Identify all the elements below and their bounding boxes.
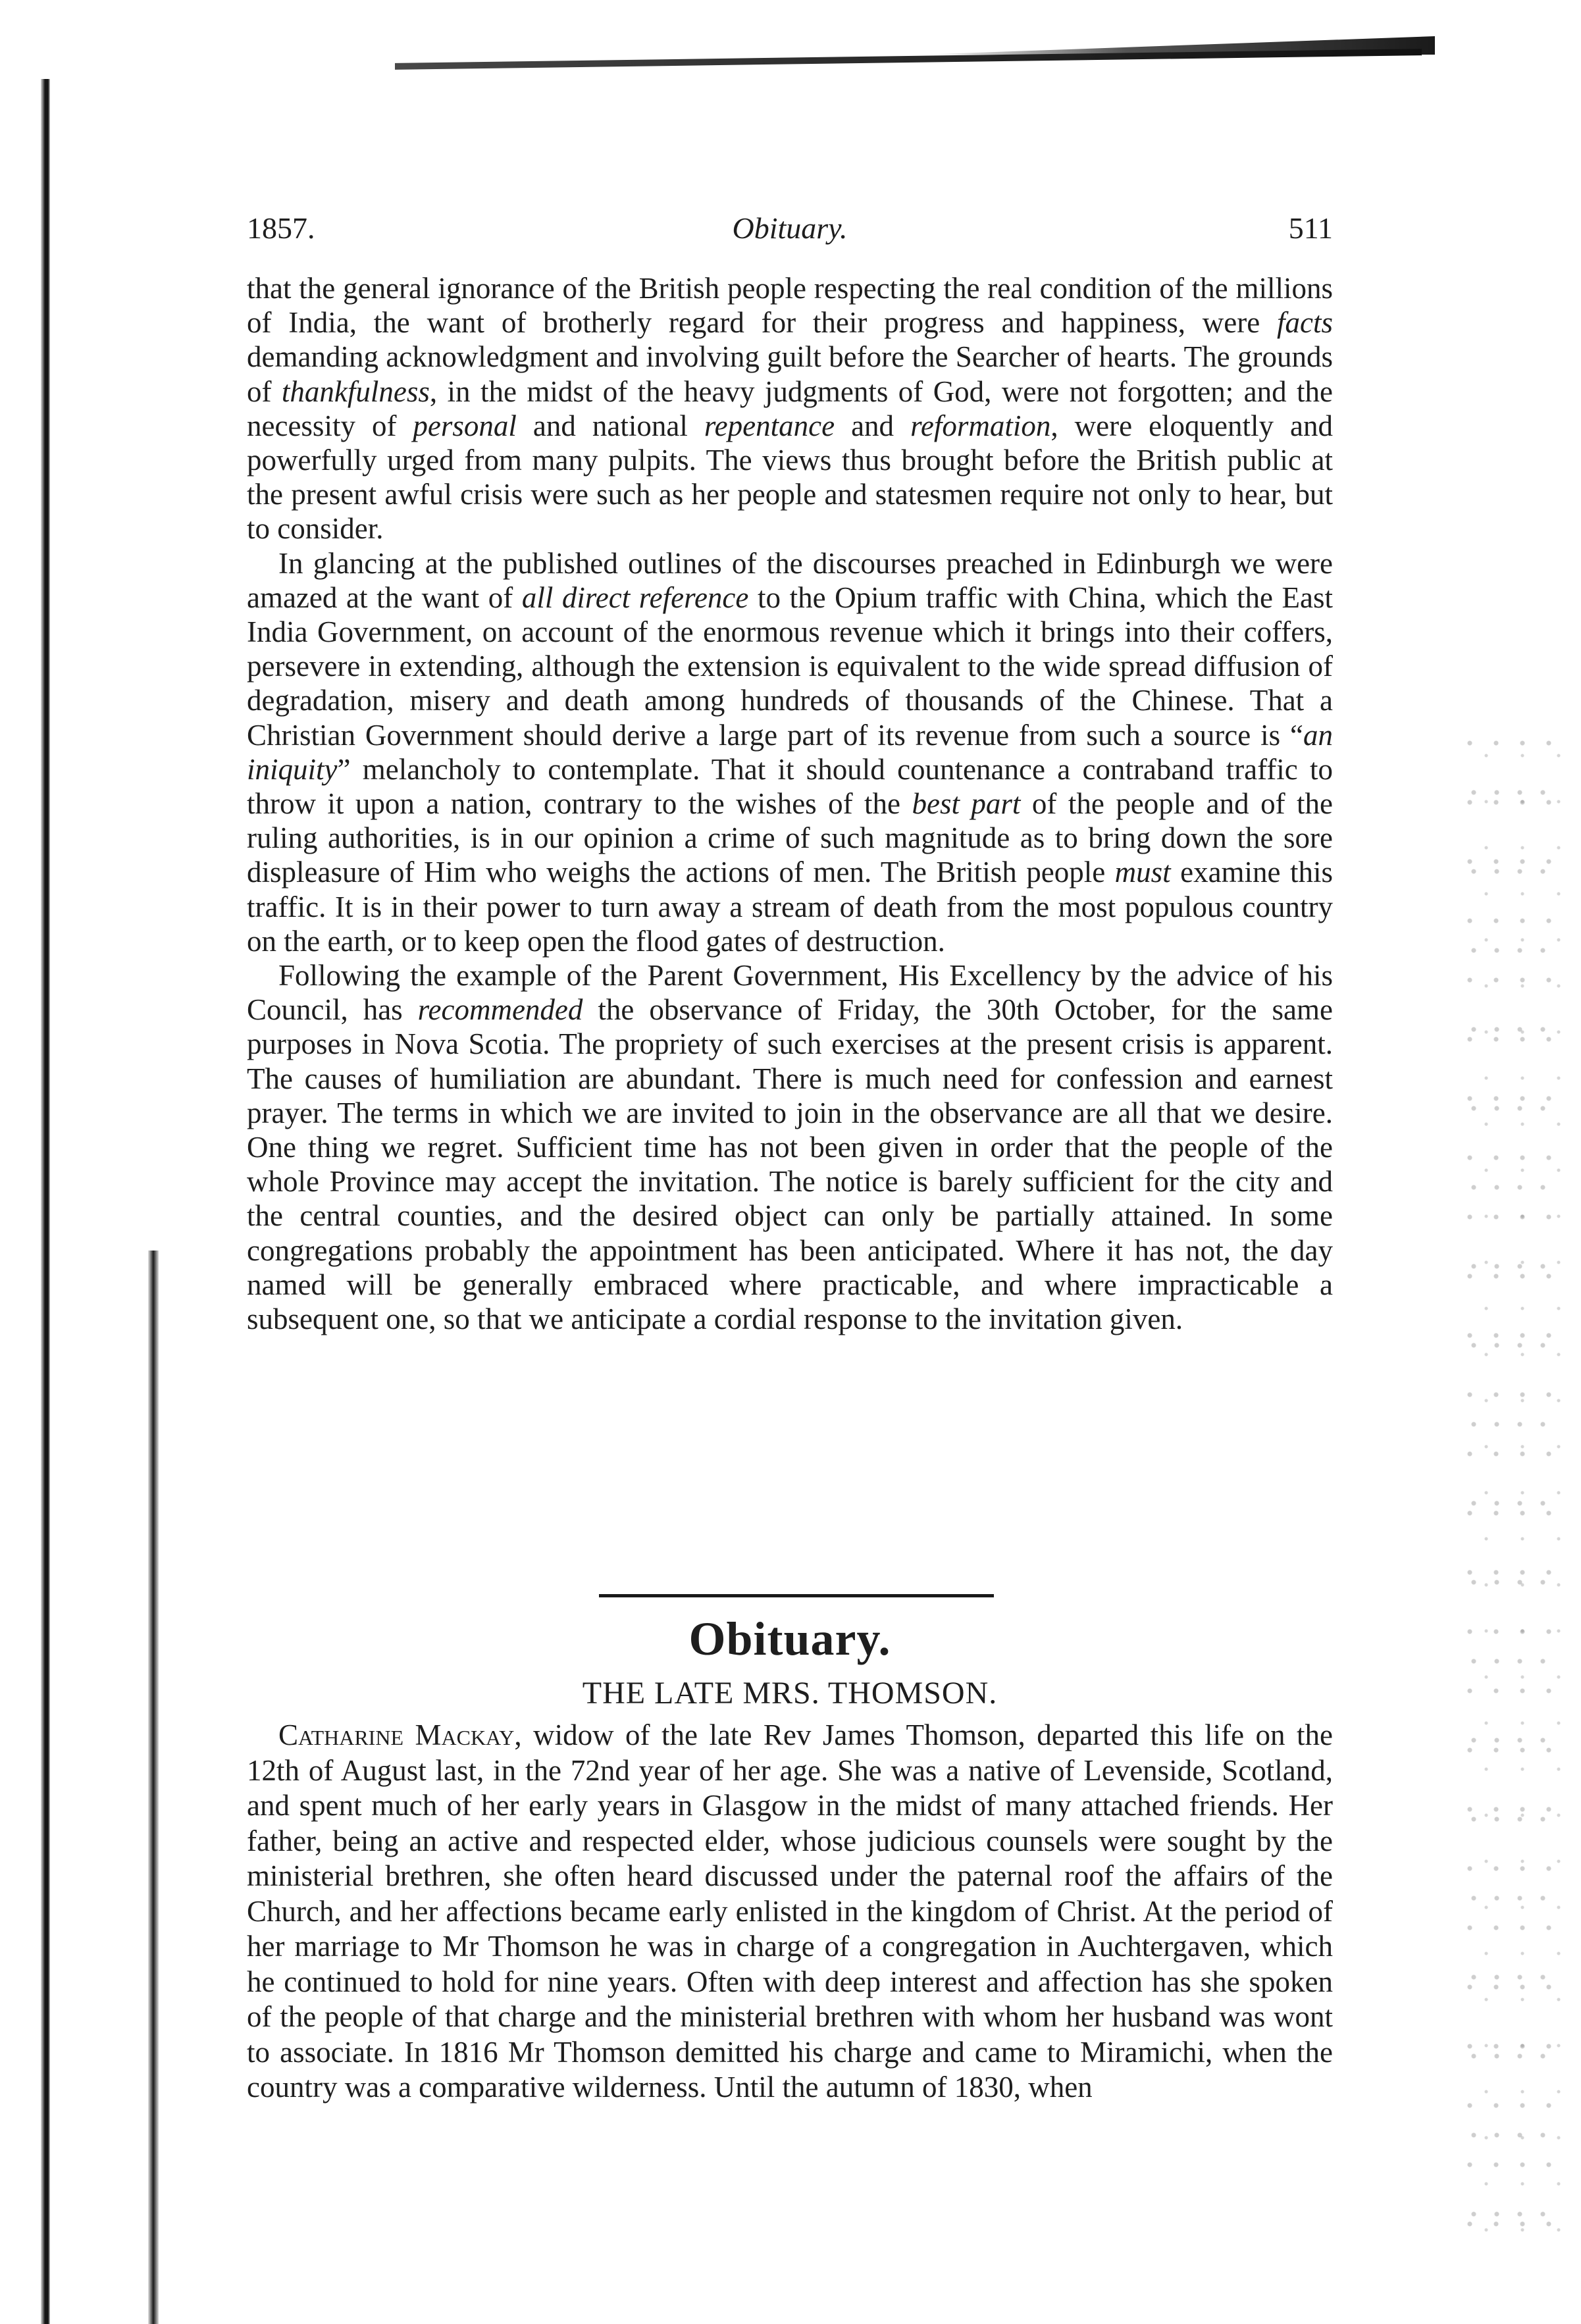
- article-body: [247, 271, 1333, 1336]
- obituary-subheading: THE LATE MRS. THOMSON.: [582, 1676, 998, 1711]
- obituary-body: [247, 1718, 1333, 2105]
- article-paragraph-1: that the general ignorance of the British people respecting the real condition of the millions of India, the want of brotherly regard for their progress and happiness, were facts demanding acknowledgment and involving guilt before the Searcher of hearts. The grounds of thankfulness, in the midst of the heavy judgments of God, were not forgotten; and the necessity of personal and national repentance and reformation, were eloquently and powerfully urged from many pulpits. The views thus brought before the British public at the present awful crisis were such as her people and statesmen require not only to hear, but to consider.: [247, 272, 1333, 546]
- running-head: [247, 211, 1333, 257]
- page-spine-shadow: [41, 79, 50, 2324]
- scan-top-rule: [395, 49, 1422, 70]
- obituary-paragraph: Catharine Mackay, widow of the late Rev James Thomson, departed this life on the 12th of August last, in the 72nd year of her age. She was a native of Levenside, Scotland, and spent much of her early years in Glasgow in the midst of many attached friends. Her father, being an active and respected elder, whose judicious counsels were sought by the ministerial brethren, she often heard discussed under the paternal roof the affairs of the Church, and her affections became early enlisted in the kingdom of Christ. At the period of her marriage to Mr Thomson he was in charge of a congregation in Auchtergaven, which he continued to hold for nine years. Often with deep interest and affection has she spoken of the people of that charge and the ministerial brethren with whom her husband was wont to associate. In 1816 Mr Thomson demitted his charge and came to Miramichi, when the country was a comparative wilderness. Until the autumn of 1830, when: [247, 1718, 1333, 2104]
- page-spine-shadow-inner: [148, 1251, 159, 2324]
- section-heading: Obituary.: [688, 1613, 891, 1665]
- scan-bleed-through: [1464, 737, 1563, 2251]
- article-paragraph-3: Following the example of the Parent Government, His Excellency by the advice of his Council, has recommended the observance of Friday, the 30th October, for the same purposes in Nova Scotia. The propriety of such exercises at the present crisis is apparent. The causes of humiliation are abundant. There is much need for confession and earnest prayer. The terms in which we are invited to join in the observance are all that we desire. One thing we regret. Sufficient time has not been given in order that the people of the whole Province may accept the invitation. The notice is barely sufficient for the city and the central counties, and the desired object can only be partially attained. In some congregations probably the appointment has been anticipated. Where it has not, the day named will be generally embraced where practicable, and where impracticable a subsequent one, so that we anticipate a cordial response to the invitation given.: [247, 959, 1333, 1336]
- page-number: 511: [1288, 211, 1333, 245]
- running-head-year: 1857.: [247, 211, 315, 245]
- running-head-title: Obituary.: [732, 211, 848, 245]
- article-paragraph-2: In glancing at the published outlines of the discourses preached in Edinburgh we were amazed at the want of all direct reference to the Opium traffic with China, which the East India Government, on account of the enormous revenue which it brings into their coffers, persevere in extending, although the extension is equivalent to the wide spread diffusion of degradation, misery and death among hundreds of thousands of the Chinese. That a Christian Government should derive a large part of its revenue from such a source is “an iniquity” melancholy to contemplate. That it should countenance a contraband traffic to throw it upon a nation, contrary to the wishes of the best part of the people and of the ruling authorities, is in our opinion a crime of such magnitude as to bring down the sore displeasure of Him who weighs the actions of men. The British people must examine this traffic. It is in their power to turn away a stream of death from the most populous country on the earth, or to keep open the flood gates of destruction.: [247, 546, 1334, 958]
- section-divider: [599, 1594, 994, 1597]
